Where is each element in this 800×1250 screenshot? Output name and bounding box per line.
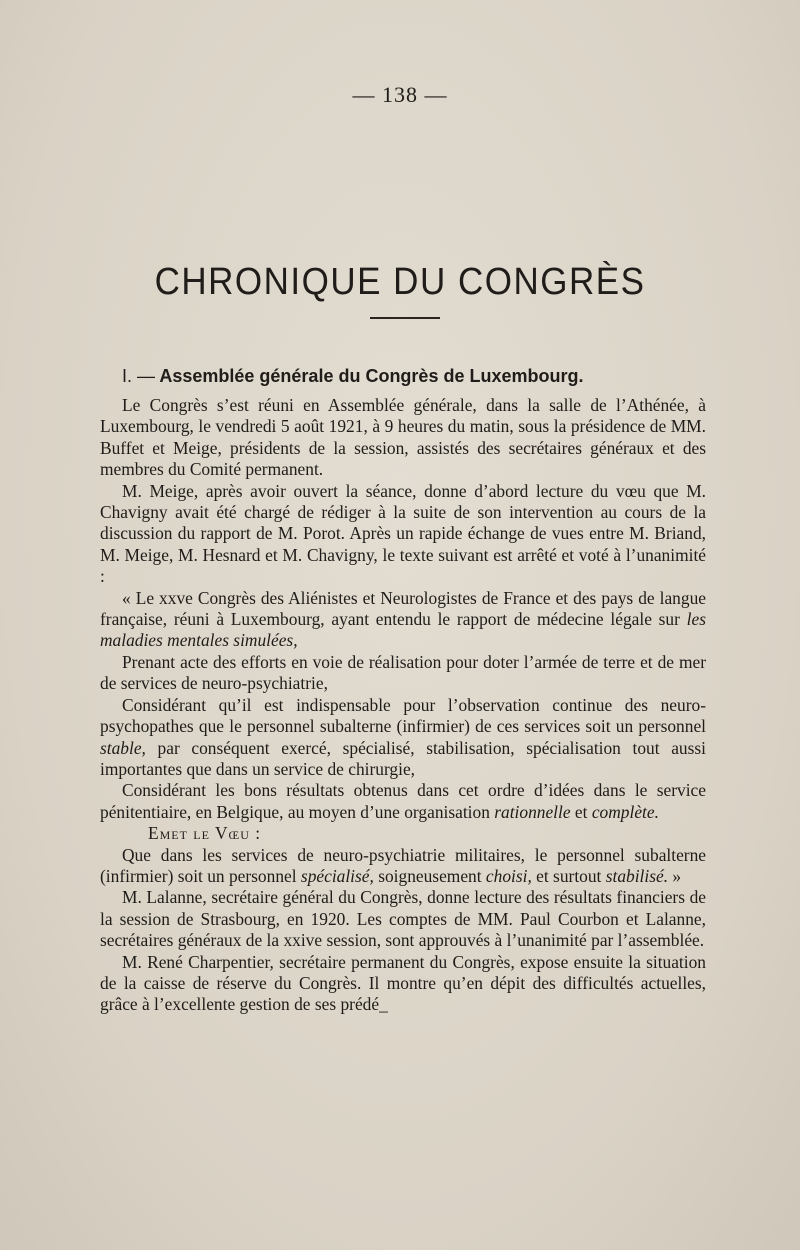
- section-number: I. —: [122, 366, 156, 386]
- text-run: Considérant qu’il est indispensable pour l’observation continue des neuro-psychopathes que le personnel subalterne (infirmier) de ces services soit un personnel: [100, 694, 706, 737]
- italic-run: choisi,: [485, 865, 532, 886]
- text-run: et: [570, 801, 592, 822]
- page-number: — 138 —: [352, 82, 448, 107]
- italic-run: stable,: [100, 737, 146, 758]
- body-text: [100, 395, 706, 1016]
- section-heading: [122, 366, 722, 387]
- section-title: Assemblée générale du Congrès de Luxembourg.: [159, 366, 584, 386]
- italic-run: complète.: [591, 801, 659, 822]
- text-run: « Le xxve Congrès des Aliénistes et Neurologistes de France et des pays de langue française, réuni à Luxembourg, ayant entendu le rapport de médecine légale sur: [100, 587, 706, 630]
- text-run: par conséquent exercé, spécialisé, stabilisation, spécialisation tout aussi importantes que dans un service de chirurgie,: [100, 737, 706, 779]
- resolution-heading: Emet le Vœu :: [148, 823, 262, 844]
- text-run: Que dans les services de neuro-psychiatrie militaires, le personnel subalterne (infirmier) soit un personnel: [100, 844, 706, 886]
- paragraph: M. Meige, après avoir ouvert la séance, donne d’abord lecture du vœu que M. Chavigny avait été chargé de rédiger à la suite de son intervention au cours de la discussion du rapport de M. Porot. Après un rapide échange de vues entre M. Briand, M. Meige, M. Hesnard et M. Chavigny, le texte suivant est arrêté et voté à l’unanimité :: [100, 480, 706, 587]
- italic-run: les maladies mentales simulées,: [100, 609, 706, 651]
- italic-run: stabilisé.: [605, 865, 669, 886]
- paragraph: [100, 588, 706, 652]
- paragraph: Prenant acte des efforts en voie de réalisation pour doter l’armée de terre et de mer de services de neuro-psychiatrie,: [100, 651, 706, 694]
- paragraph: Le Congrès s’est réuni en Assemblée générale, dans la salle de l’Athénée, à Luxembourg, le vendredi 5 août 1921, à 9 heures du matin, sous la présidence de MM. Buffet et Meige, présidents de la session, assistés des secrétaires généraux et des membres du Comité permanent.: [100, 395, 706, 480]
- paragraph: M. Lalanne, secrétaire général du Congrès, donne lecture des résultats financiers de la session de Strasbourg, en 1920. Les comptes de MM. Paul Courbon et Lalanne, secrétaires généraux de la xxive session, sont approuvés à l’unanimité par l’assemblée.: [100, 887, 706, 951]
- text-run: Considérant les bons résultats obtenus dans cet ordre d’idées dans le service pénitentiaire, en Belgique, au moyen d’une organisation: [100, 780, 706, 822]
- title-divider: [370, 317, 440, 319]
- paragraph: [100, 845, 706, 888]
- text-run: »: [668, 865, 682, 886]
- text-run: et surtout: [531, 865, 606, 886]
- page-title: CHRONIQUE DU CONGRÈS: [154, 260, 646, 303]
- paragraph: M. René Charpentier, secrétaire permanent du Congrès, expose ensuite la situation de la caisse de réserve du Congrès. Il montre qu’en dépit des difficultés actuelles, grâce à l’excellente gestion de ses prédé_: [100, 951, 706, 1015]
- paragraph: [100, 695, 706, 781]
- italic-run: rationnelle: [494, 801, 571, 822]
- text-run: soigneusement: [373, 865, 486, 886]
- italic-run: spécialisé,: [300, 865, 374, 886]
- paragraph: [100, 780, 706, 823]
